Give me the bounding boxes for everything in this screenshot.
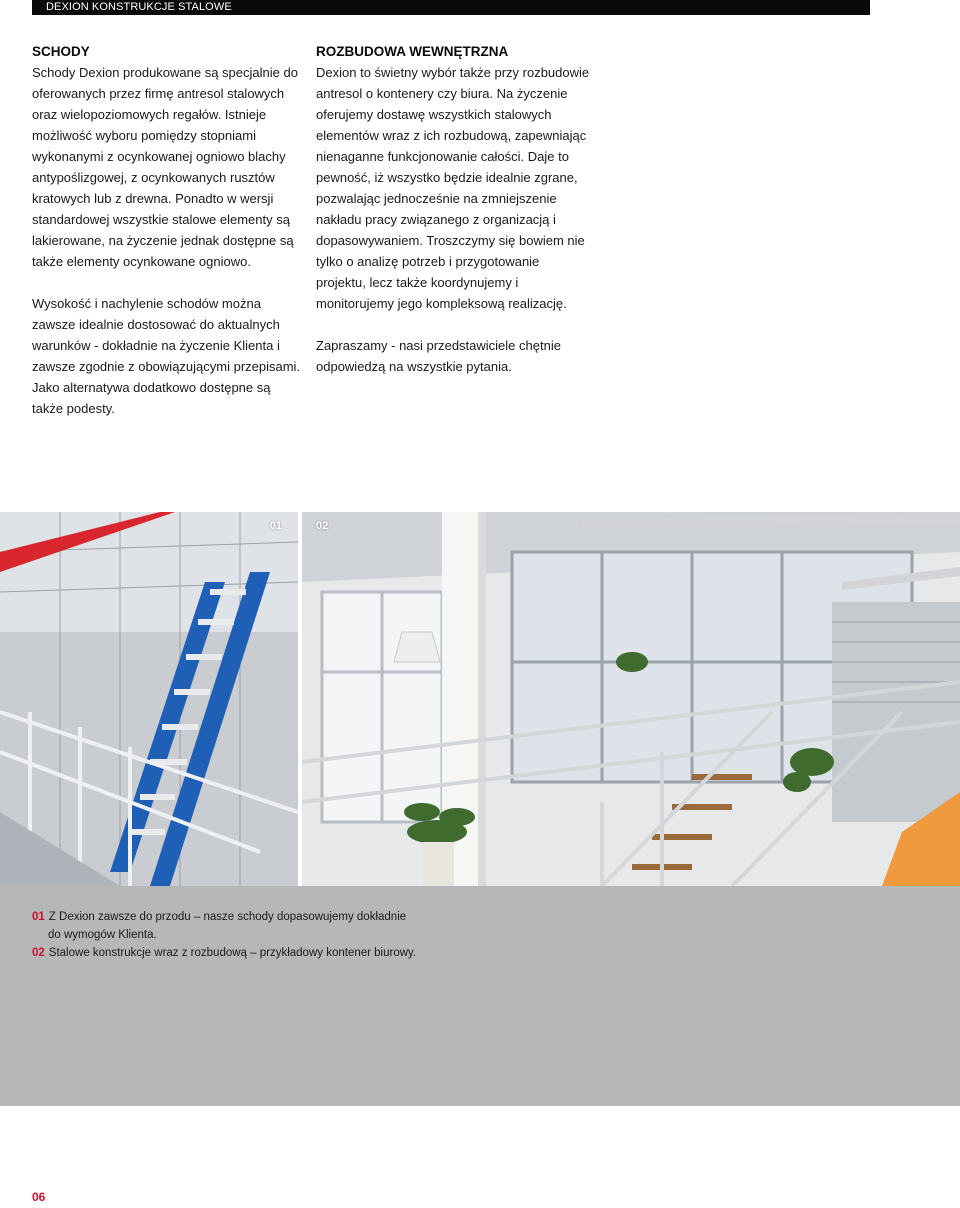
- photo-office-illustration: [302, 512, 960, 886]
- photo-stairs: [0, 512, 298, 886]
- stairs-heading: SCHODY: [32, 44, 90, 59]
- page-number: 06: [32, 1190, 46, 1204]
- caption-number: 02: [32, 947, 45, 959]
- stairs-paragraph-2: Wysokość i nachylenie schodów można zawsze idealnie dostosować do aktualnych warunków - dokładnie na życzenie Klienta i zawsze zgodnie z obowiązującymi przepisami. Jako alternatywa dodatkowo dostępne są także podesty.: [32, 296, 301, 416]
- right-column: [316, 42, 592, 377]
- photo-office: [302, 512, 960, 886]
- photo-number-02: 02: [316, 520, 329, 532]
- stairs-paragraph-1: Schody Dexion produkowane są specjalnie do oferowanych przez firmę antresol stalowych oraz wielopoziomowych regałów. Istnieje możliwość wyboru pomiędzy stopniami wykonanymi z ocynkowanej ogniowo blachy antypoślizgowej, z ocynkowanych rusztów kratowych lub z drewna. Ponadto w wersji standardowej wszystkie stalowe elementy są lakierowane, na życzenie jednak dostępne są także elementy ocynkowane ogniowo.: [32, 65, 298, 269]
- caption-number: 01: [32, 911, 45, 923]
- extension-heading: ROZBUDOWA WEWNĘTRZNA: [316, 44, 509, 59]
- section-header: [32, 0, 870, 15]
- caption-text: Stalowe konstrukcje wraz z rozbudową – przykładowy kontener biurowy.: [48, 947, 417, 959]
- extension-paragraph-2: Zapraszamy - nasi przedstawiciele chętnie odpowiedzą na wszystkie pytania.: [316, 338, 561, 374]
- caption-text: Z Dexion zawsze do przodu – nasze schody dopasowujemy dokładnie: [48, 911, 407, 923]
- extension-paragraph-1: Dexion to świetny wybór także przy rozbudowie antresol o kontenery czy biura. Na życzenie oferujemy dostawę wszystkich stalowych elementów wraz z ich rozbudową, zapewniając nienaganne funkcjonowanie całości. Daje to pewność, iż wszystko będzie idealnie zgrane, pozwalając jednocześnie na zmniejszenie nakładu pracy związanego z organizacją i dopasowywaniem. Troszczymy się bowiem nie tylko o analizę potrzeb i przygotowanie projektu, lecz także koordynujemy i monitorujemy jego kompleksową realizację.: [316, 65, 590, 311]
- left-column: [32, 42, 304, 419]
- caption-01: [32, 908, 416, 926]
- photo-captions: [32, 908, 416, 962]
- photo-stairs-illustration: [0, 512, 298, 886]
- photo-strip: [0, 512, 960, 886]
- caption-panel: [0, 886, 960, 1106]
- caption-02: [32, 944, 416, 962]
- section-header-title: DEXION KONSTRUKCJE STALOWE: [46, 1, 232, 13]
- caption-01-continuation: do wymogów Klienta.: [48, 929, 157, 941]
- photo-number-01: 01: [269, 520, 282, 532]
